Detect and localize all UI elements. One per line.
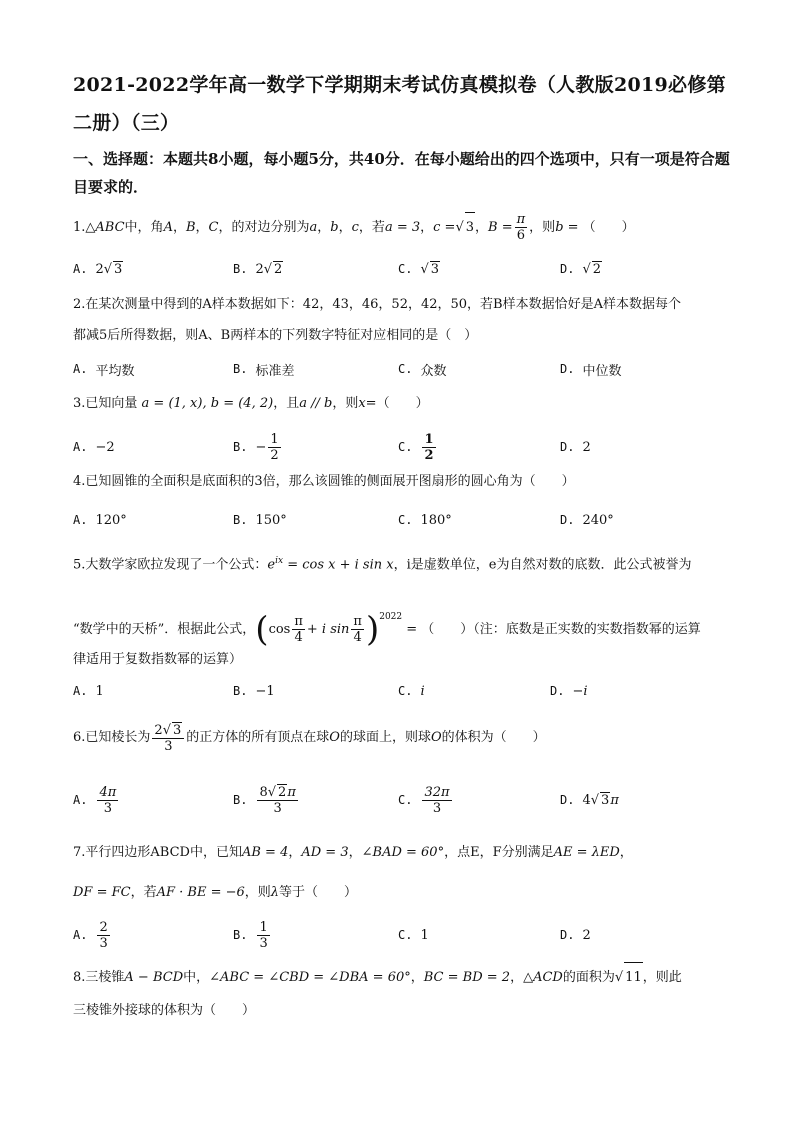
- exam-title: 2021-2022学年高一数学下学期期末考试仿真模拟卷（人教版2019必修第二册）（三）: [73, 74, 726, 134]
- option-c[interactable]: C. 众数: [398, 362, 447, 379]
- option-a[interactable]: A. $\frac{4\pi}{3}$: [73, 784, 117, 816]
- option-a[interactable]: A. 平均数: [73, 362, 135, 379]
- question-2-line-2: 都减5后所得数据，则A、B两样本的下列数字特征对应相同的是（ ）: [73, 328, 478, 343]
- option-b[interactable]: B. 2 √ 2: [233, 261, 283, 277]
- option-c[interactable]: C. 180°: [398, 512, 452, 528]
- option-c[interactable]: C. √ 3: [398, 261, 440, 277]
- question-6-options: [73, 785, 733, 815]
- question-1: 1.△ABC中，角A，B，C，的对边分别为a，b，c，若a = 3，c =√ 3，B = $\frac{\pi}{6}$ ，则b = （ ）: [73, 212, 635, 243]
- question-1-options: [73, 254, 733, 284]
- question-3-options: [73, 432, 733, 462]
- question-7-options: [73, 920, 733, 950]
- option-d[interactable]: D. 2: [560, 927, 591, 943]
- option-d[interactable]: D. 240°: [560, 512, 614, 528]
- option-d[interactable]: D. 中位数: [560, 362, 622, 379]
- option-c[interactable]: C. $\frac{1}{2}$: [398, 431, 434, 463]
- option-b[interactable]: B. 150°: [233, 512, 287, 528]
- section-heading: 一、选择题：本题共8小题，每小题5分，共40分．在每小题给出的四个选项中，只有一项是符合题目要求的．: [73, 150, 730, 196]
- option-b[interactable]: B. − $\frac{1}{2}$: [233, 431, 279, 463]
- option-b[interactable]: B. $\frac{8√ 2\pi}{3}$: [233, 785, 296, 816]
- question-7-line-2: DF = FC，若AF · BE = −6，则λ等于（ ）: [73, 885, 358, 900]
- option-a[interactable]: A. 120°: [73, 512, 127, 528]
- option-a[interactable]: A. $\frac{2}{3}$: [73, 919, 108, 951]
- option-d[interactable]: D. −i: [550, 683, 588, 699]
- question-8-line-2: 三棱锥外接球的体积为（ ）: [73, 1003, 256, 1018]
- option-d[interactable]: D. 2: [560, 439, 591, 455]
- option-c[interactable]: C. 1: [398, 927, 429, 943]
- option-d[interactable]: D. 4 √ 3 π: [560, 792, 619, 808]
- option-c[interactable]: C. $\frac{32\pi}{3}$: [398, 784, 450, 816]
- option-a[interactable]: A. −2: [73, 439, 115, 455]
- option-b[interactable]: B. −1: [233, 683, 275, 699]
- option-a[interactable]: A. 2 √ 3: [73, 261, 123, 277]
- question-3: 3.已知向量 a = (1, x), b = (4, 2)，且a // b，则x=（ ）: [73, 396, 429, 411]
- question-2-line-1: 2.在某次测量中得到的A样本数据如下：42，43，46，52，42，50，若B样本数据恰好是A样本数据每个: [73, 297, 681, 312]
- option-d[interactable]: D. √ 2: [560, 261, 602, 277]
- question-4-options: [73, 505, 733, 535]
- option-c[interactable]: C. i: [398, 683, 425, 699]
- option-b[interactable]: B. $\frac{1}{3}$: [233, 919, 268, 951]
- question-8-line-1: 8.三棱锥A − BCD中，∠ABC = ∠CBD = ∠DBA = 60°，BC = BD = 2，△ACD的面积为√ 11，则此: [73, 962, 733, 993]
- question-6: 6.已知棱长为 $\frac{2√ 3}{3}$ 的正方体的所有顶点在球O的球面上，则球O的体积为（ ）: [73, 722, 546, 754]
- question-7-line-1: 7.平行四边形ABCD中，已知AB = 4，AD = 3，∠BAD = 60°，点E，F分别满足AE = λED，: [73, 845, 633, 860]
- question-5-line-1: 5.大数学家欧拉发现了一个公式：$e^{ix} = \cos x + i$ sin x，i是虚数单位，e为自然对数的底数．此公式被誉为: [73, 556, 692, 573]
- question-5-options: [73, 676, 733, 706]
- option-b[interactable]: B. 标准差: [233, 362, 295, 379]
- option-a[interactable]: A. 1: [73, 683, 104, 699]
- question-2-options: [73, 354, 733, 384]
- question-5-line-2: “数学中的天桥”．根据此公式，(cos $\frac{\pi}{4}$ + i sin $\frac{\pi}{4}$ )$^{2022}$ = （ ）（注：底数是正实数的实数指数幂的运算: [73, 609, 701, 650]
- question-4: 4.已知圆锥的全面积是底面积的3倍，那么该圆锥的侧面展开图扇形的圆心角为（ ）: [73, 474, 575, 489]
- question-5-line-3: 律适用于复数指数幂的运算）: [73, 652, 243, 667]
